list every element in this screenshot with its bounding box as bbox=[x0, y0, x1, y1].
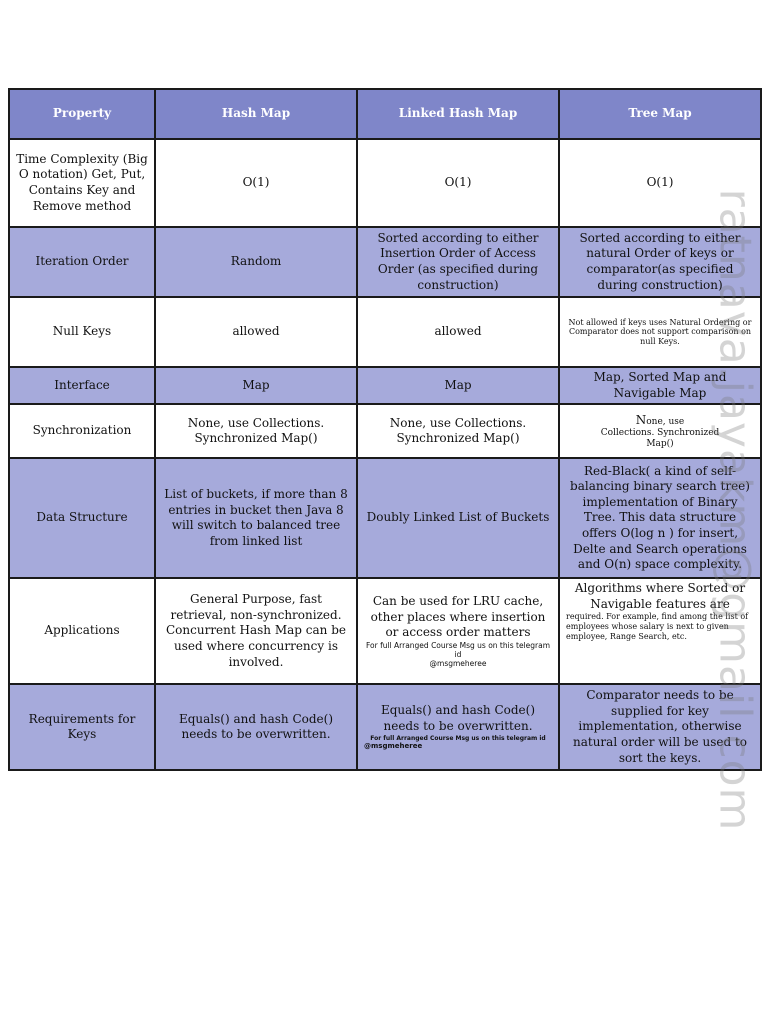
watermark-text: ratnava.jayakm@gmail.com bbox=[709, 188, 761, 832]
header-property: Property bbox=[9, 89, 155, 139]
linked-applications-text: Can be used for LRU cache, other places where insertion or access order matters bbox=[370, 594, 546, 640]
header-row bbox=[9, 89, 761, 139]
cell-linked-hash-map bbox=[357, 578, 559, 684]
linked-requirements-text: Equals() and hash Code() needs to be overwritten. bbox=[380, 703, 535, 734]
tree-sync-line2: Collections. Synchronized bbox=[600, 427, 720, 438]
telegram-note: For full Arranged Course Msg us on this telegram id bbox=[370, 734, 546, 742]
cell-hash-map: List of buckets, if more than 8 entries in bucket then Java 8 will switch to balanced tree from linked list bbox=[155, 458, 357, 578]
cell-linked-hash-map: Doubly Linked List of Buckets bbox=[357, 458, 559, 578]
cell-hash-map: Map bbox=[155, 367, 357, 404]
cell-tree-map bbox=[559, 404, 761, 458]
cell-hash-map: Random bbox=[155, 227, 357, 297]
cell-linked-hash-map: Sorted according to either Insertion Order of Access Order (as specified during construction) bbox=[357, 227, 559, 297]
header-linked-hash-map: Linked Hash Map bbox=[357, 89, 559, 139]
cell-property: Data Structure bbox=[9, 458, 155, 578]
cell-tree-map: Sorted according to either natural Order of keys or comparator(as specified during construction) bbox=[559, 227, 761, 297]
cell-tree-map: Red-Black( a kind of self-balancing binary search tree) implementation of Binary Tree. This data structure offers O(log n ) for insert, Delte and Search operations and O(n) space complexity. bbox=[559, 458, 761, 578]
cell-linked-hash-map: Map bbox=[357, 367, 559, 404]
row-data-structure bbox=[9, 458, 761, 578]
row-synchronization bbox=[9, 404, 761, 458]
tree-null-keys-text: Not allowed if keys uses Natural Ordering or Comparator does not support comparison on null Keys. bbox=[568, 318, 752, 346]
telegram-handle: @msgmeheree bbox=[364, 741, 423, 750]
tree-applications-small: required. For example, find among the list of employees whose salary is next to given employee, Range Search, etc. bbox=[566, 612, 749, 641]
cell-linked-hash-map: None, use Collections. Synchronized Map() bbox=[357, 404, 559, 458]
comparison-table bbox=[8, 88, 762, 771]
cell-tree-map: Map, Sorted Map and Navigable Map bbox=[559, 367, 761, 404]
cell-hash-map: General Purpose, fast retrieval, non-synchronized. Concurrent Hash Map can be used where concurrency is involved. bbox=[155, 578, 357, 684]
tree-applications-text: Algorithms where Sorted or Navigable features are bbox=[574, 581, 746, 611]
row-interface bbox=[9, 367, 761, 404]
telegram-handle: @msgmeheree bbox=[429, 659, 487, 669]
cell-property: Interface bbox=[9, 367, 155, 404]
cell-hash-map: allowed bbox=[155, 297, 357, 367]
cell-property: Iteration Order bbox=[9, 227, 155, 297]
tree-sync-rest: one, use bbox=[646, 416, 685, 427]
cell-property: Requirements for Keys bbox=[9, 684, 155, 770]
cell-hash-map: O(1) bbox=[155, 139, 357, 227]
cell-tree-map bbox=[559, 297, 761, 367]
telegram-note: For full Arranged Course Msg us on this telegram id bbox=[365, 641, 550, 660]
cell-property: Applications bbox=[9, 578, 155, 684]
cell-linked-hash-map bbox=[357, 684, 559, 770]
cell-tree-map bbox=[559, 578, 761, 684]
tree-sync-first-letter: N bbox=[635, 412, 647, 427]
cell-tree-map: O(1) bbox=[559, 139, 761, 227]
row-applications bbox=[9, 578, 761, 684]
cell-property: Time Complexity (Big O notation) Get, Put, Contains Key and Remove method bbox=[9, 139, 155, 227]
row-null-keys bbox=[9, 297, 761, 367]
row-iteration-order bbox=[9, 227, 761, 297]
cell-linked-hash-map: allowed bbox=[357, 297, 559, 367]
row-requirements-for-keys bbox=[9, 684, 761, 770]
cell-property: Null Keys bbox=[9, 297, 155, 367]
cell-hash-map: None, use Collections. Synchronized Map() bbox=[155, 404, 357, 458]
cell-property: Synchronization bbox=[9, 404, 155, 458]
cell-hash-map: Equals() and hash Code() needs to be overwritten. bbox=[155, 684, 357, 770]
cell-linked-hash-map: O(1) bbox=[357, 139, 559, 227]
row-time-complexity bbox=[9, 139, 761, 227]
cell-tree-map: Comparator needs to be supplied for key implementation, otherwise natural order will be used to sort the keys. bbox=[559, 684, 761, 770]
tree-sync-line3: Map() bbox=[646, 438, 674, 449]
header-hash-map: Hash Map bbox=[155, 89, 357, 139]
header-tree-map: Tree Map bbox=[559, 89, 761, 139]
